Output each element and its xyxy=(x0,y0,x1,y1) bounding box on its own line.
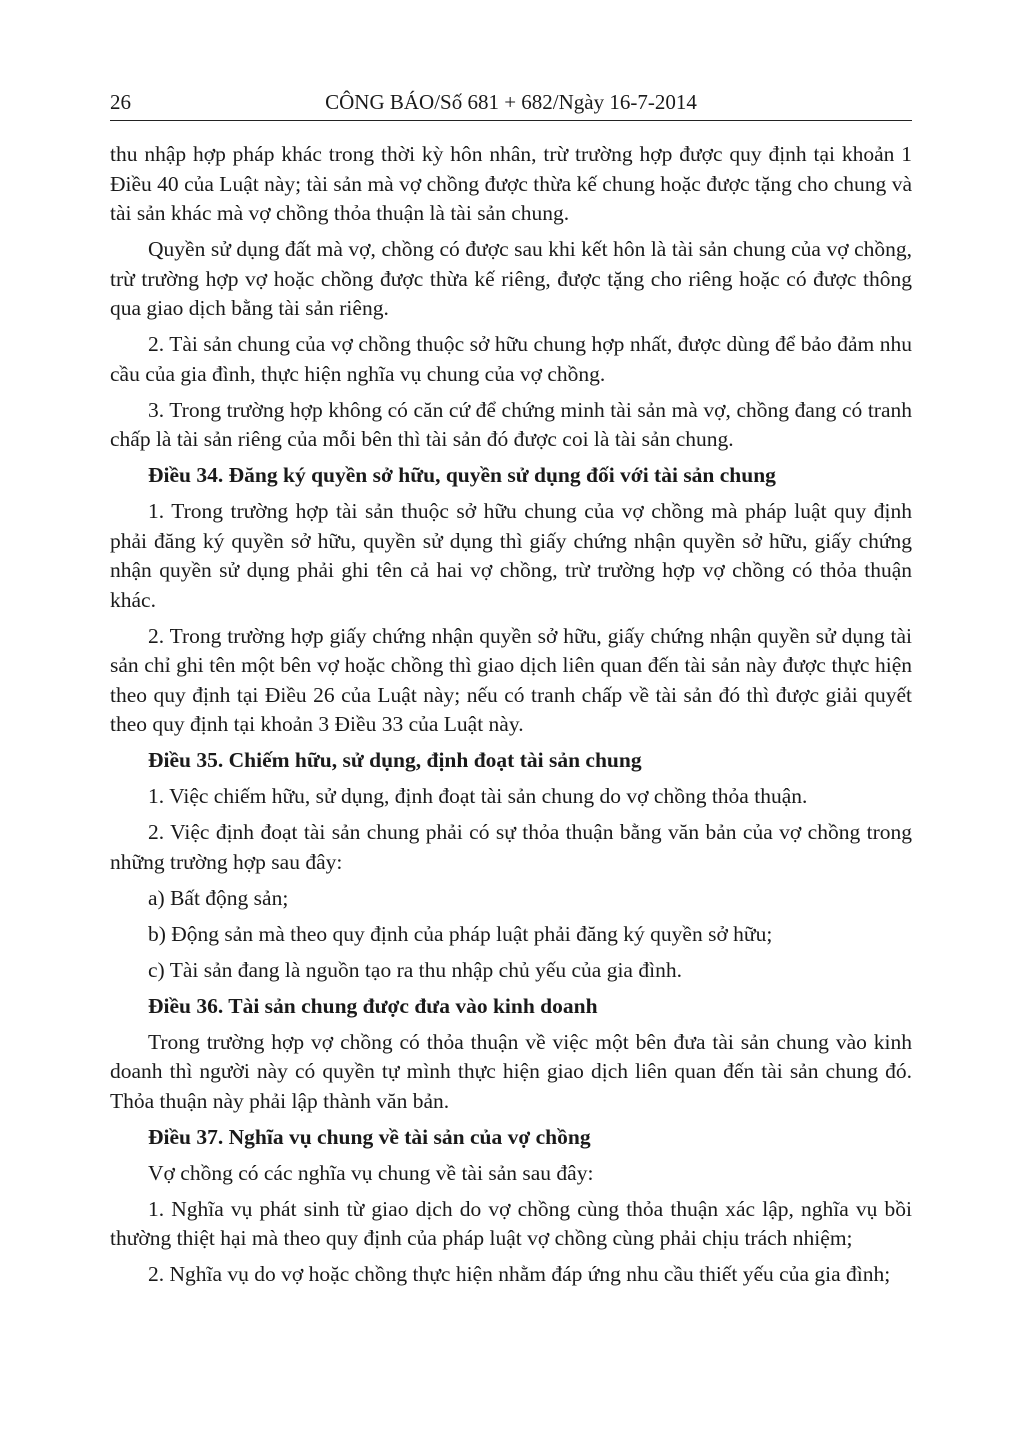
paragraph: 1. Trong trường hợp tài sản thuộc sở hữu chung của vợ chồng mà pháp luật quy định phải đăng ký quyền sở hữu, quyền sử dụng thì giấy chứng nhận quyền sở hữu, giấy chứng nhận quyền sử dụng phải ghi tên cả hai vợ chồng, trừ trường hợp vợ chồng có thỏa thuận khác. xyxy=(110,499,912,612)
paragraph: Vợ chồng có các nghĩa vụ chung về tài sản sau đây: xyxy=(148,1160,594,1185)
paragraph: 2. Trong trường hợp giấy chứng nhận quyền sở hữu, giấy chứng nhận quyền sử dụng tài sản chỉ ghi tên một bên vợ hoặc chồng thì giao dịch liên quan đến tài sản này được thực hiện theo quy định tại Điều 26 của Luật này; nếu có tranh chấp về tài sản đó thì được giải quyết theo quy định tại khoản 3 Điều 33 của Luật này. xyxy=(110,623,912,736)
article-heading: Điều 35. Chiếm hữu, sử dụng, định đoạt tài sản chung xyxy=(148,748,642,772)
paragraph: 3. Trong trường hợp không có căn cứ để chứng minh tài sản mà vợ, chồng đang có tranh chấp là tài sản riêng của mỗi bên thì tài sản đó được coi là tài sản chung. xyxy=(110,397,912,451)
page-header xyxy=(110,88,912,121)
gazette-title: CÔNG BÁO/Số 681 + 682/Ngày 16-7-2014 xyxy=(325,90,697,114)
list-item: a) Bất động sản; xyxy=(148,885,289,910)
paragraph: 1. Việc chiếm hữu, sử dụng, định đoạt tài sản chung do vợ chồng thỏa thuận. xyxy=(148,784,808,808)
paragraph: 1. Nghĩa vụ phát sinh từ giao dịch do vợ chồng cùng thỏa thuận xác lập, nghĩa vụ bồi thường thiệt hại mà theo quy định của pháp luật vợ chồng cùng phải chịu trách nhiệm; xyxy=(110,1196,912,1250)
page-number: 26 xyxy=(110,90,131,114)
paragraph: 2. Nghĩa vụ do vợ hoặc chồng thực hiện nhằm đáp ứng nhu cầu thiết yếu của gia đình; xyxy=(148,1262,891,1286)
list-item: b) Động sản mà theo quy định của pháp luật phải đăng ký quyền sở hữu; xyxy=(148,921,773,946)
article-heading: Điều 34. Đăng ký quyền sở hữu, quyền sử dụng đối với tài sản chung xyxy=(148,463,776,487)
paragraph: 2. Tài sản chung của vợ chồng thuộc sở hữu chung hợp nhất, được dùng để bảo đảm nhu cầu của gia đình, thực hiện nghĩa vụ chung của vợ chồng. xyxy=(110,332,912,386)
paragraph: Quyền sử dụng đất mà vợ, chồng có được sau khi kết hôn là tài sản chung của vợ chồng, trừ trường hợp vợ hoặc chồng được thừa kế riêng, được tặng cho riêng hoặc có được thông qua giao dịch bằng tài sản riêng. xyxy=(110,237,912,320)
article-heading: Điều 37. Nghĩa vụ chung về tài sản của vợ chồng xyxy=(148,1124,591,1149)
list-item: c) Tài sản đang là nguồn tạo ra thu nhập chủ yếu của gia đình. xyxy=(148,957,682,982)
paragraph: thu nhập hợp pháp khác trong thời kỳ hôn nhân, trừ trường hợp được quy định tại khoản 1 Điều 40 của Luật này; tài sản mà vợ chồng được thừa kế chung hoặc được tặng cho chung và tài sản khác mà vợ chồng thỏa thuận là tài sản chung. xyxy=(110,142,912,225)
article-heading: Điều 36. Tài sản chung được đưa vào kinh doanh xyxy=(148,993,598,1018)
paragraph: 2. Việc định đoạt tài sản chung phải có sự thỏa thuận bằng văn bản của vợ chồng trong những trường hợp sau đây: xyxy=(110,820,912,874)
paragraph: Trong trường hợp vợ chồng có thỏa thuận về việc một bên đưa tài sản chung vào kinh doanh thì người này có quyền tự mình thực hiện giao dịch liên quan đến tài sản chung đó. Thỏa thuận này phải lập thành văn bản. xyxy=(110,1029,912,1113)
document-body xyxy=(110,140,912,1296)
